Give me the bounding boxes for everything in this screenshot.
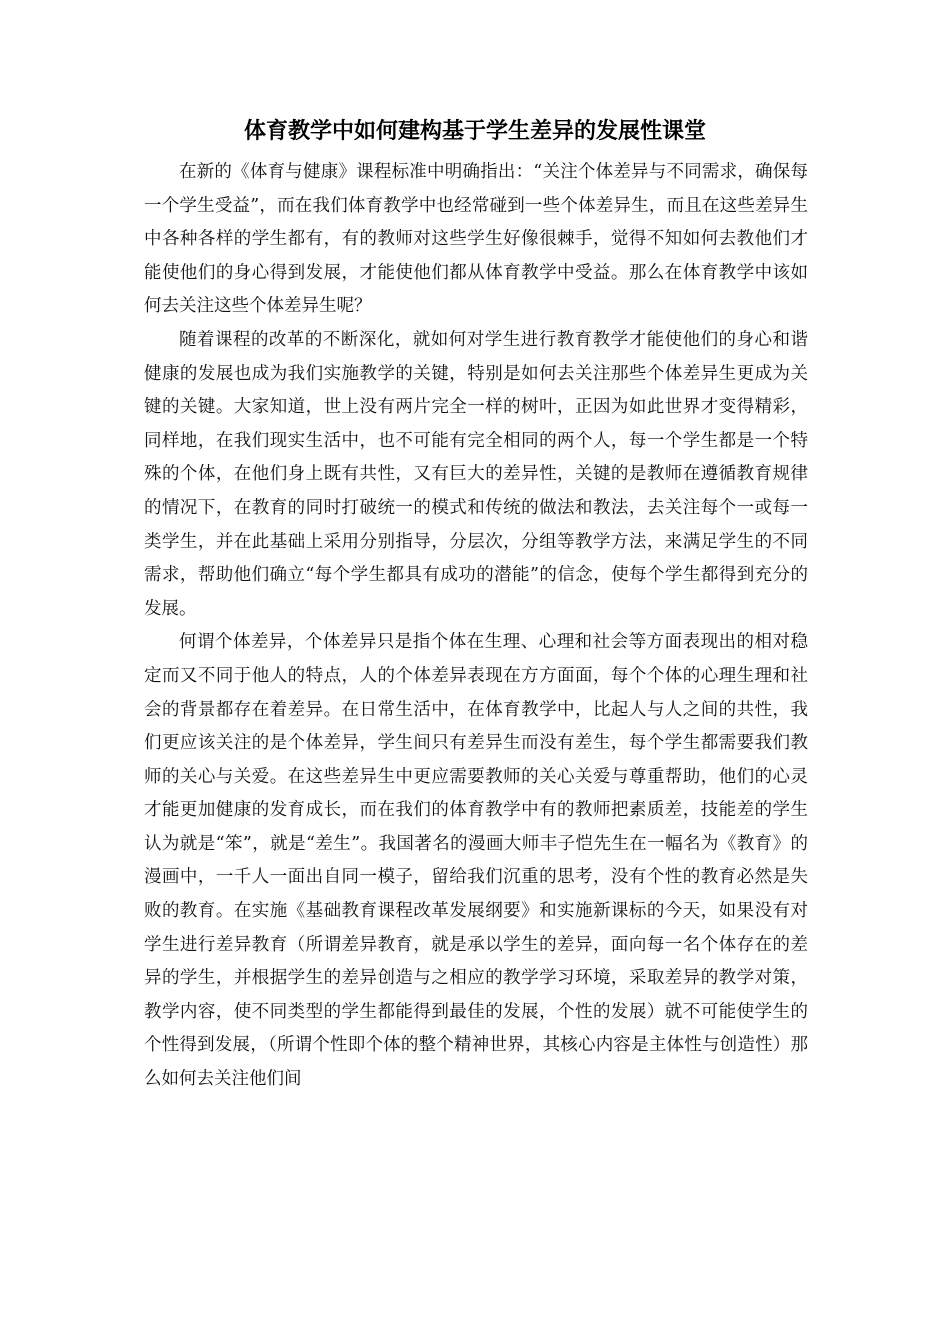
paragraph: 何谓个体差异，个体差异只是指个体在生理、心理和社会等方面表现出的相对稳定而又不同于他人的特点，人的个体差异表现在方方面面，每个个体的心理生理和社会的背景都存在着差异。在日常生活中，在体育教学中，比起人与人之间的共性，我们更应该关注的是个体差异，学生间只有差异生而没有差生，每个学生都需要我们教师的关心与关爱。在这些差异生中更应需要教师的关心关爱与尊重帮助，他们的心灵才能更加健康的发育成长，而在我们的体育教学中有的教师把素质差，技能差的学生认为就是“笨”，就是“差生”。我国著名的漫画大师丰子恺先生在一幅名为《教育》的漫画中，一千人一面出自同一模子，留给我们沉重的思考，没有个性的教育必然是失败的教育。在实施《基础教育课程改革发展纲要》和实施新课标的今天，如果没有对学生进行差异教育（所谓差异教育，就是承以学生的差异，面向每一名个体存在的差异的学生，并根据学生的差异创造与之相应的教学学习环境，采取差异的教学对策，教学内容，使不同类型的学生都能得到最佳的发展，个性的发展）就不可能使学生的个性得到发展，（所谓个性即个体的整个精神世界，其核心内容是主体性与创造性）那么如何去关注他们间 [144,632,808,1090]
document-body [144,156,808,1097]
paragraph: 在新的《体育与健康》课程标准中明确指出：“关注个体差异与不同需求，确保每一个学生受益”，而在我们体育教学中也经常碰到一些个体差异生，而且在这些差异生中各种各样的学生都有，有的教师对这些学生好像很棘手，觉得不知如何去教他们才能使他们的身心得到发展，才能使他们都从体育教学中受益。那么在体育教学中该如何去关注这些个体差异生呢？ [144,162,808,317]
document-title: 体育教学中如何建构基于学生差异的发展性课堂 [243,119,706,144]
paragraph: 随着课程的改革的不断深化，就如何对学生进行教育教学才能使他们的身心和谐健康的发展也成为我们实施教学的关键，特别是如何去关注那些个体差异生更成为关键的关键。大家知道，世上没有两片完全一样的树叶，正因为如此世界才变得精彩，同样地，在我们现实生活中，也不可能有完全相同的两个人，每一个学生都是一个特殊的个体，在他们身上既有共性，又有巨大的差异性，关键的是教师在遵循教育规律的情况下，在教育的同时打破统一的模式和传统的做法和教法，去关注每个一或每一类学生，并在此基础上采用分别指导，分层次，分组等教学方法，来满足学生的不同需求，帮助他们确立“每个学生都具有成功的潜能”的信念，使每个学生都得到充分的发展。 [144,329,808,619]
